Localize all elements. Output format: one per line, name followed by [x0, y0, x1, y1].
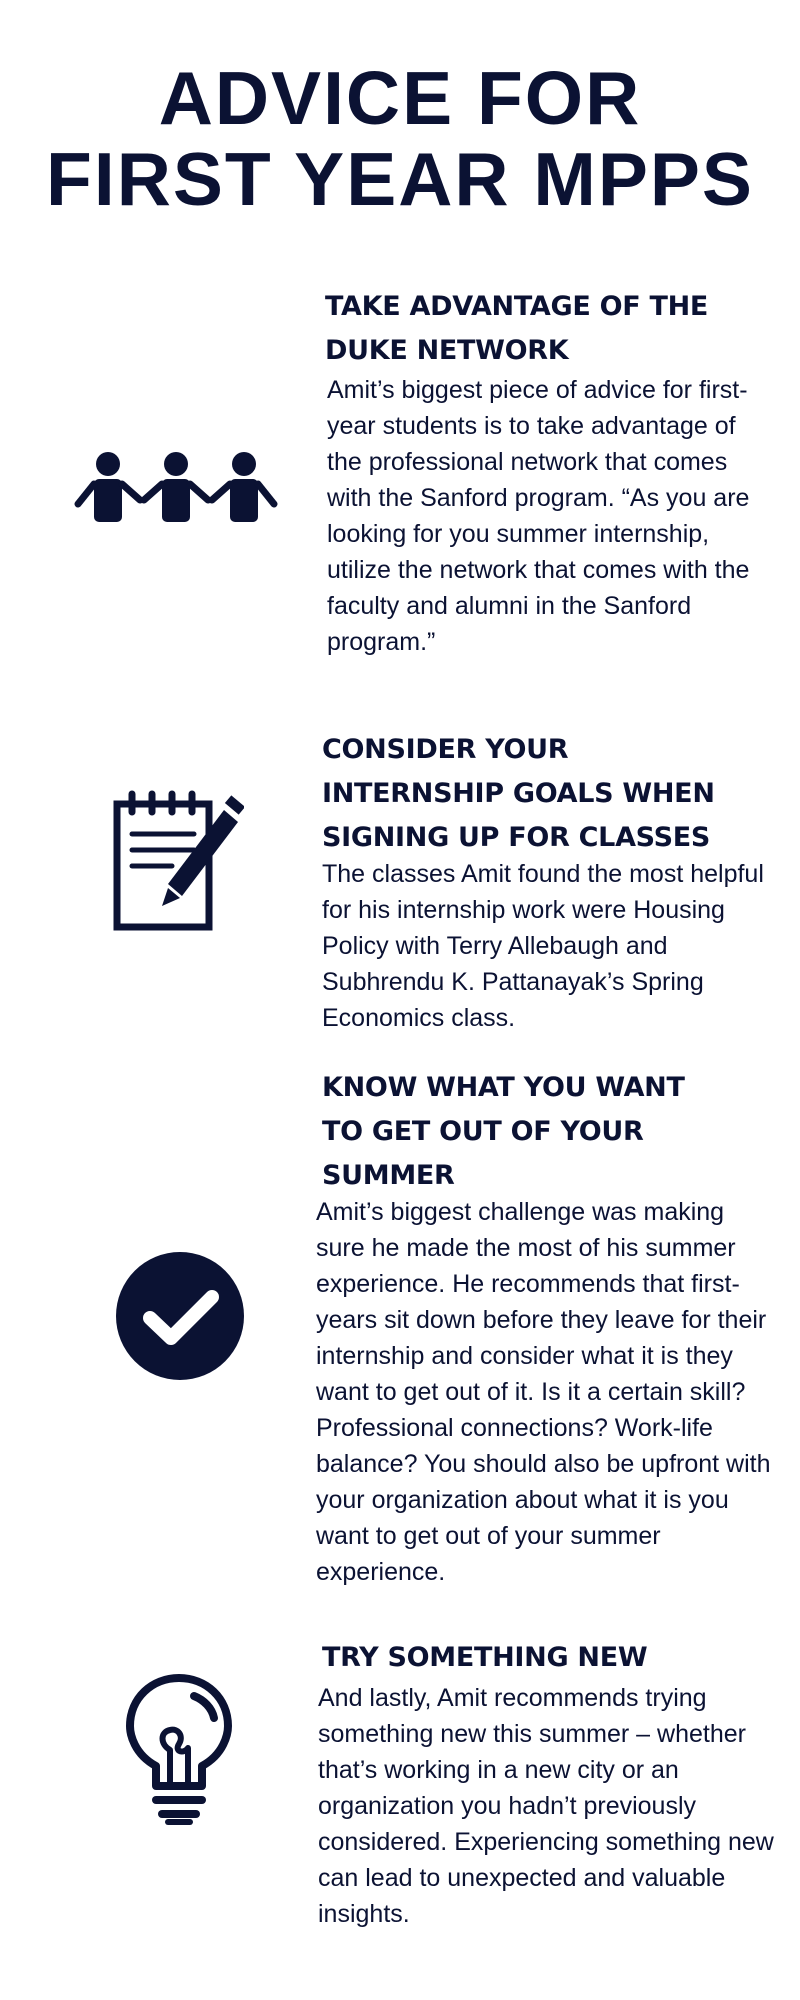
- page-title: [0, 58, 800, 220]
- title-line-1: ADVICE FOR: [158, 56, 642, 140]
- checkmark-circle-icon: [116, 1252, 244, 1380]
- section-body: Amit’s biggest challenge was making sure he made the most of his summer experience. He recommends that first-years sit down before they leave for their internship and consider what it is they want to get out of it. Is it a certain skill? Professional connections? Work-life balance? You should also be upfront with your organization about what it is you want to get out of your summer experience.: [316, 1198, 771, 1586]
- people-group-icon: [74, 448, 278, 524]
- section-body: The classes Amit found the most helpful for his internship work were Housing Policy with Terry Allebaugh and Subhrendu K. Pattanayak’s Spring Economics class.: [322, 860, 764, 1032]
- section-heading: KNOW WHAT YOU WANT TO GET OUT OF YOUR SUMMER: [322, 1072, 685, 1191]
- notepad-pencil-icon: [112, 790, 244, 932]
- section-body: Amit’s biggest piece of advice for first-year students is to take advantage of the professional network that comes with the Sanford program. “As you are looking for you summer internship, utilize the network that comes with the faculty and alumni in the Sanford program.”: [327, 376, 750, 656]
- section-heading: TAKE ADVANTAGE OF THE DUKE NETWORK: [325, 291, 709, 366]
- section-body: And lastly, Amit recommends trying something new this summer – whether that’s working in a new city or an organization you hadn’t previously considered. Experiencing something new can lead to unexpected and valuable insights.: [318, 1684, 774, 1928]
- section-heading: TRY SOMETHING NEW: [322, 1642, 648, 1673]
- title-line-2: FIRST YEAR MPPS: [46, 137, 754, 221]
- lightbulb-icon: [126, 1674, 232, 1828]
- section-heading: CONSIDER YOUR INTERNSHIP GOALS WHEN SIGNING UP FOR CLASSES: [322, 734, 715, 853]
